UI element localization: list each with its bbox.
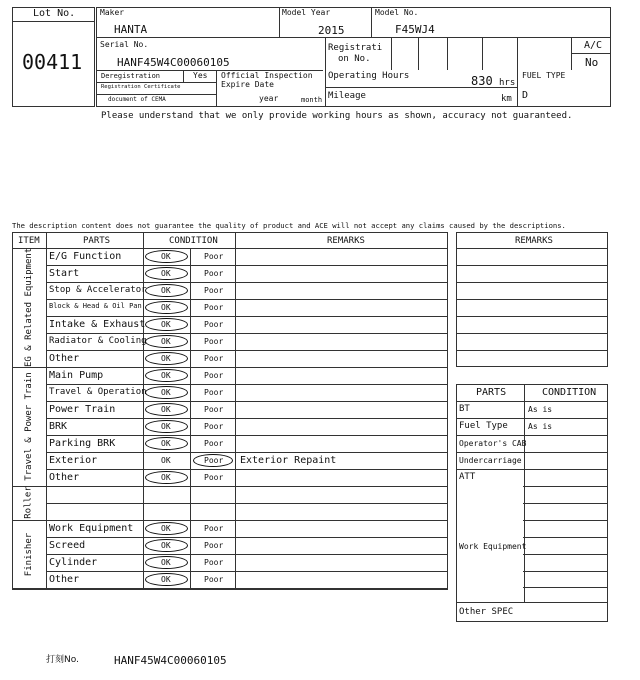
hours-label: Operating Hours [328,71,410,81]
part-label-start: Start [49,268,80,279]
condition-ok[interactable]: OK [161,575,171,584]
right-cond-fuel-type: As is [528,422,553,431]
condition-ok[interactable]: OK [161,337,171,346]
condition-ok[interactable]: OK [161,558,171,567]
condition-poor[interactable]: Poor [204,337,224,346]
condition-poor[interactable]: Poor [204,558,224,567]
fuel-value: D [522,90,529,101]
registration-label-1: Registrati [328,43,383,53]
part-label-cylinder: Cylinder [49,557,98,568]
condition-ok[interactable]: OK [161,303,171,312]
ac-label: A/C [584,40,603,51]
condition-ok[interactable]: OK [161,388,171,397]
condition-poor[interactable]: Poor [204,371,224,380]
part-label-brk: BRK [49,421,68,432]
part-label-other: Other [49,472,80,483]
dereg-label: Deregistration [101,72,161,80]
right-remarks-header: REMARKS [515,236,553,246]
condition-poor[interactable]: Poor [204,303,224,312]
model-no-label: Model No. [375,8,419,17]
ac-value: No [585,56,599,69]
serial-value: HANF45W4C00060105 [117,56,230,69]
inspection-label-1: Official Inspection [221,71,313,80]
serial-label: Serial No. [100,40,149,49]
condition-poor[interactable]: Poor [204,439,224,448]
condition-poor[interactable]: Poor [204,541,224,550]
part-label-stop-accelerator: Stop & Accelerator [49,285,147,295]
group-label-roller: Roller [23,486,34,519]
maker-value: HANTA [114,23,148,36]
table-row [46,469,448,486]
selected-ok-circle [145,556,188,569]
right-part-bt: BT [459,404,470,414]
part-label-other: Other [49,353,80,364]
fuel-label: FUEL TYPE [522,71,566,80]
selected-ok-circle [145,284,188,297]
right-cond-bt: As is [528,405,553,414]
reg-cert-label: Registration Certificate [101,84,181,90]
condition-ok[interactable]: OK [161,320,171,329]
stamp-value: HANF45W4C00060105 [114,654,227,667]
disclaimer-text: The description content does not guarantee the quality of product and ACE will not accept any claims caused by the descriptions. [12,221,566,230]
part-label-exterior: Exterior [49,455,98,466]
model-year-value: 2015 [318,24,345,37]
table-row [46,571,448,588]
selected-ok-circle [145,420,188,433]
condition-poor[interactable]: Poor [204,405,224,414]
condition-ok[interactable]: OK [161,405,171,414]
condition-ok[interactable]: OK [161,524,171,533]
table-row [46,537,448,554]
mileage-unit: km [501,94,512,104]
right-part-other-spec: Other SPEC [459,607,514,617]
selected-ok-circle [145,352,188,365]
selected-ok-circle [145,403,188,416]
right-part-work-equipment: Work Equipment [459,542,527,551]
part-label-other: Other [49,574,80,585]
selected-ok-circle [145,335,188,348]
month-label: month [301,96,323,104]
part-label-block-head-oil-pan: Block & Head & Oil Pan [49,302,142,310]
group-label-travel-power-train: Travel & Power Train [23,371,34,481]
part-label-work-equipment: Work Equipment [49,523,134,534]
part-label-travel-operation: Travel & Operation [49,387,147,397]
part-label-power-train: Power Train [49,404,116,415]
condition-ok[interactable]: OK [161,354,171,363]
selected-ok-circle [145,573,188,586]
table-row [46,503,448,520]
condition-poor[interactable]: Poor [204,286,224,295]
condition-poor[interactable]: Poor [204,422,224,431]
right-condition-header: CONDITION [542,387,597,398]
col-condition-header: CONDITION [169,236,218,246]
dereg-value: Yes [193,71,208,80]
right-part-operator-cab: Operator's CAB [459,439,527,448]
part-label-parking-brk: Parking BRK [49,438,116,449]
part-label-screed: Screed [49,540,86,551]
right-parts-header: PARTS [476,387,507,398]
table-row [46,418,448,435]
group-label-finisher: Finisher [23,532,34,576]
condition-poor[interactable]: Poor [204,473,224,482]
condition-poor[interactable]: Poor [204,524,224,533]
selected-ok-circle [145,369,188,382]
condition-ok[interactable]: OK [161,473,171,482]
lot-label: Lot No. [33,8,76,19]
condition-ok[interactable]: OK [161,286,171,295]
part-label-intake-exhaust: Intake & Exhaust [49,319,146,330]
maker-label: Maker [100,8,125,17]
condition-poor[interactable]: Poor [204,354,224,363]
table-row [46,486,448,503]
condition-ok[interactable]: OK [161,422,171,431]
condition-poor[interactable]: Poor [204,320,224,329]
table-row [46,350,448,367]
table-row [46,265,448,282]
selected-ok-circle [145,386,188,399]
model-year-label: Model Year [282,8,331,17]
col-parts-header: PARTS [83,236,111,246]
selected-ok-circle [145,267,188,280]
selected-ok-circle [145,522,188,535]
condition-ok[interactable]: OK [161,371,171,380]
condition-ok[interactable]: OK [161,439,171,448]
selected-ok-circle [145,471,188,484]
condition-poor[interactable]: Poor [204,456,224,465]
condition-ok[interactable]: OK [161,541,171,550]
lot-number: 00411 [22,50,83,74]
selected-ok-circle [145,301,188,314]
condition-poor[interactable]: Poor [204,252,224,261]
condition-ok[interactable]: OK [161,252,171,261]
selected-ok-circle [145,318,188,331]
selected-ok-circle [145,539,188,552]
hours-notice: Please understand that we only provide working hours as shown, accuracy not guaranteed. [101,111,573,121]
selected-poor-circle [193,454,233,467]
year-label: year [259,94,279,103]
hours-value: 830 [471,74,493,88]
part-label-main-pump: Main Pump [49,370,104,381]
col-remarks-header: REMARKS [327,236,365,246]
table-row [46,554,448,571]
cema-label: document of CEMA [108,96,166,103]
condition-poor[interactable]: Poor [204,269,224,278]
part-label-radiator-cooling: Radiator & Cooling [49,336,147,346]
table-row [46,367,448,384]
selected-ok-circle [145,250,188,263]
inspection-label-2: Expire Date [221,80,274,89]
condition-ok[interactable]: OK [161,269,171,278]
remark-text: Exterior Repaint [240,455,337,466]
right-part-fuel-type: Fuel Type [459,421,508,431]
registration-label-2: on No. [338,54,371,64]
part-label-e-g-function: E/G Function [49,251,122,262]
mileage-label: Mileage [328,91,366,101]
group-label-eg-related-equipment: EG & Related Equipment [23,247,34,367]
model-no-value: F45WJ4 [395,23,435,36]
col-item-header: ITEM [18,236,40,246]
right-part-att: ATT [459,472,476,482]
selected-ok-circle [145,437,188,450]
hours-unit: hrs [499,78,516,88]
stamp-label: 打刻No. [46,655,79,665]
right-part-undercarriage: Undercarriage [459,456,522,465]
condition-ok[interactable]: OK [161,456,171,465]
condition-poor[interactable]: Poor [204,575,224,584]
condition-poor[interactable]: Poor [204,388,224,397]
